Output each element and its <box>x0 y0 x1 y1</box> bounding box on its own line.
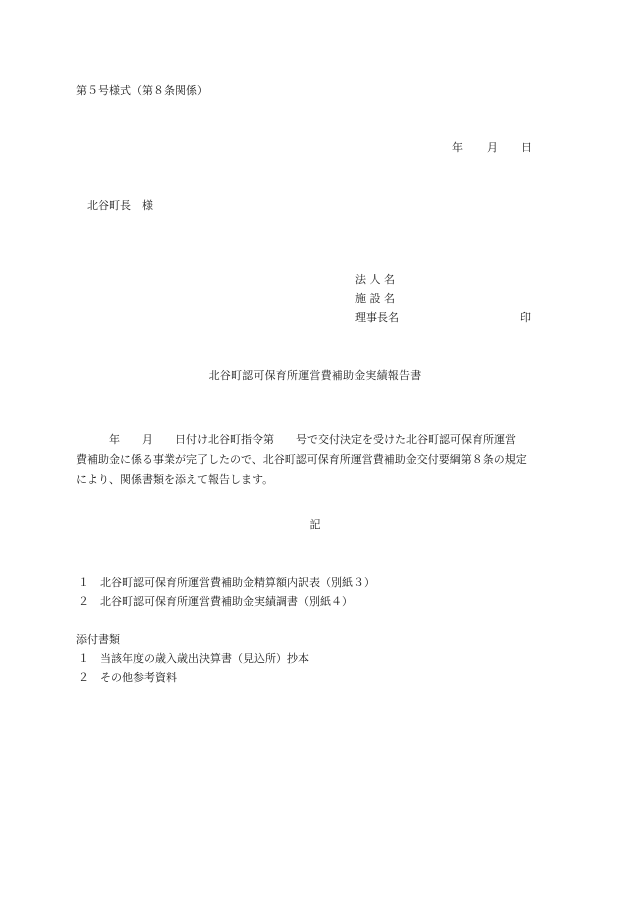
seal-mark: 印 <box>520 311 531 324</box>
list-item-number: １ <box>78 576 89 589</box>
list-item-number: ２ <box>78 595 89 608</box>
corp-name-label <box>355 273 535 287</box>
attachment-item-number: １ <box>78 652 89 665</box>
body-paragraph <box>76 430 554 490</box>
date-day-label: 日 <box>521 141 532 154</box>
body-line-2: 費補助金に係る事業が完了したので、北谷町認可保育所運営費補助金交付要綱第８条の規定 <box>76 453 527 466</box>
date-month-label: 月 <box>487 141 498 154</box>
attachment-item-number: ２ <box>78 671 89 684</box>
corp-name-label-text: 法 人 名 <box>355 273 395 286</box>
attachment-item-text: 当該年度の歳入歳出決算書（見込所）抄本 <box>100 652 309 665</box>
list-item-text: 北谷町認可保育所運営費補助金実績調書（別紙４） <box>100 595 353 608</box>
ki-heading: 記 <box>309 518 321 531</box>
attachment-item <box>78 671 177 685</box>
chairman-name-label: 理事長名 <box>355 311 399 324</box>
list-item <box>78 595 353 609</box>
form-number: 第５号様式（第８条関係） <box>76 84 208 97</box>
chairman-name-row <box>355 311 535 325</box>
document-title: 北谷町認可保育所運営費補助金実績報告書 <box>208 369 422 382</box>
body-line-3: により、関係書類を添えて報告します。 <box>76 473 274 486</box>
list-item-text: 北谷町認可保育所運営費補助金精算額内訳表（別紙３） <box>100 576 375 589</box>
attachment-item-text: その他参考資料 <box>100 671 177 684</box>
attachment-item <box>78 652 309 666</box>
body-line-1: 年 月 日付け北谷町指令第 号で交付決定を受けた北谷町認可保育所運営 <box>76 433 516 446</box>
date-year-label: 年 <box>452 141 463 154</box>
facility-name-label <box>355 292 535 306</box>
facility-name-label-text: 施 設 名 <box>355 292 395 305</box>
attachments-heading: 添付書類 <box>76 633 120 646</box>
addressee: 北谷町長 様 <box>87 199 153 212</box>
list-item <box>78 576 375 590</box>
